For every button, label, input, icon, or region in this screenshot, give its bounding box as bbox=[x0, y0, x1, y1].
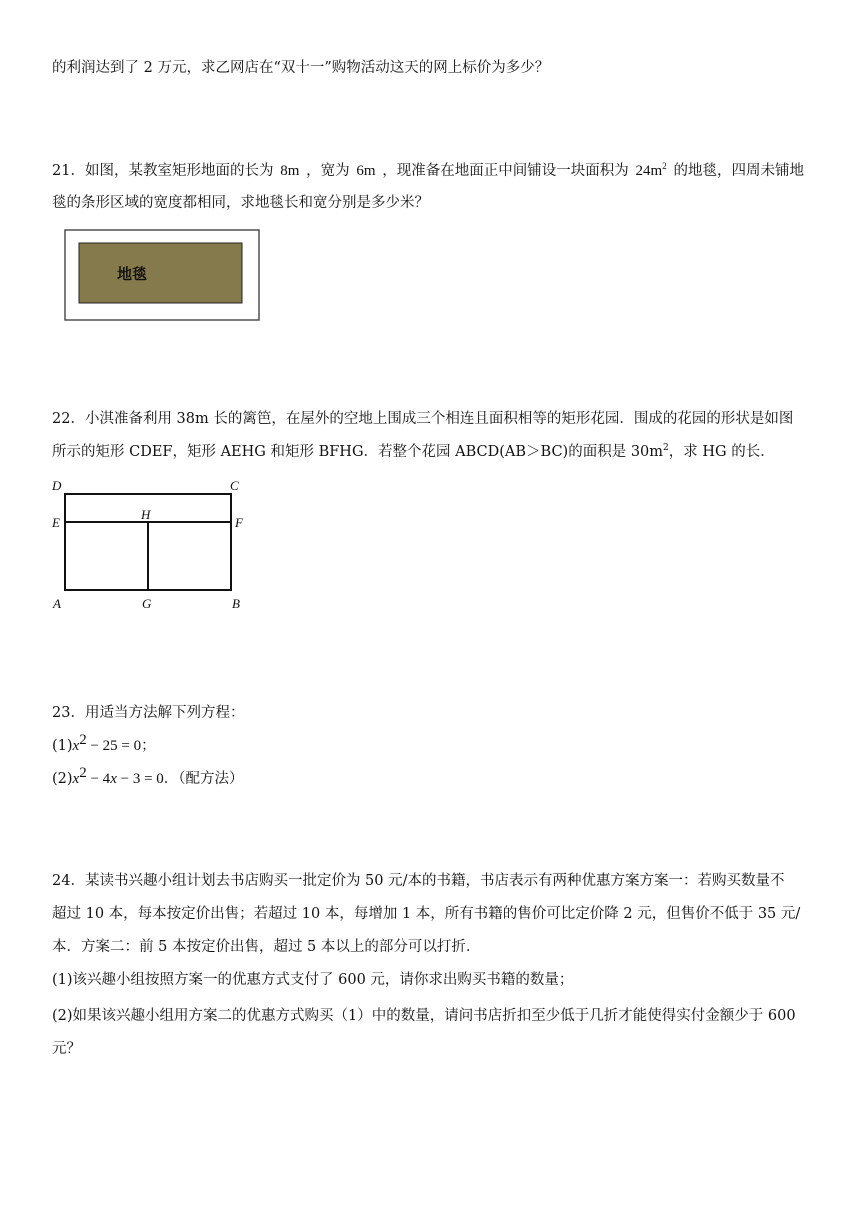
q24-text-line-3: 本．方案二：前 5 本按定价出售，超过 5 本以上的部分可以打折． bbox=[52, 939, 481, 955]
q22-text-2b: ，求 HG 的长． bbox=[668, 444, 775, 460]
q23-p2-exponent: 2 bbox=[79, 765, 87, 781]
q23-p2-num: (2) bbox=[52, 771, 73, 787]
q23-p2-var2: x bbox=[110, 771, 117, 787]
label-E: E bbox=[52, 515, 60, 530]
label-C: C bbox=[230, 478, 239, 493]
rug-rect bbox=[79, 243, 242, 303]
q23-p2-var: x bbox=[72, 771, 80, 787]
q23-p1-exponent: 2 bbox=[79, 732, 87, 748]
label-B: B bbox=[232, 596, 240, 611]
q20-text-tail: 的利润达到了 2 万元，求乙网店在“双十一”购物活动这天的网上标价为多少？ bbox=[52, 60, 550, 76]
q23-equation-2 bbox=[52, 765, 244, 789]
label-G: G bbox=[142, 596, 152, 611]
q23-p1-end: ； bbox=[141, 738, 156, 754]
q23-p2-end: ．（配方法） bbox=[163, 771, 244, 787]
q21-text-line-2: 毯的条形区域的宽度都相同，求地毯长和宽分别是多少米？ bbox=[52, 195, 429, 211]
q22-text-line-1 bbox=[52, 409, 804, 429]
q22-text-1: 22．小淇准备利用 38m 长的篱笆，在屋外的空地上围成三个相连且面积相等的矩形花园．围成的花园的形状是如图 bbox=[52, 411, 794, 427]
q21-width: 6m bbox=[356, 163, 376, 179]
q23-title: 23．用适当方法解下列方程： bbox=[52, 705, 245, 721]
q24-part-1: (1)该兴趣小组按照方案一的优惠方式支付了 600 元，请你求出购买书籍的数量； bbox=[52, 972, 574, 988]
q24-text-line-2: 超过 10 本，每本按定价出售；若超过 10 本，每增加 1 本，所有书籍的售价可比定价降 2 元，但售价不低于 35 元/ bbox=[52, 906, 801, 922]
q22-garden-figure bbox=[48, 477, 248, 617]
q22-text-line-2 bbox=[52, 442, 775, 462]
q22-area-exponent: 2 bbox=[663, 443, 669, 453]
rug-label: 地毯 bbox=[117, 265, 148, 283]
q21-area-exponent: 2 bbox=[662, 161, 667, 171]
q23-p1-num: (1) bbox=[52, 738, 73, 754]
q21-text-c: ，现准备在地面正中间铺设一块面积为 bbox=[382, 163, 629, 179]
q22-text-2a: 所示的矩形 CDEF，矩形 AEHG 和矩形 BFHG．若整个花园 ABCD(AB＞BC)的面积是 30m bbox=[52, 444, 664, 460]
q23-p1-var: x bbox=[72, 738, 80, 754]
q23-p2-mid: − 4 bbox=[86, 771, 111, 787]
q24-part-2-end: 元？ bbox=[52, 1041, 81, 1057]
q23-p2-rest: − 3 = 0 bbox=[116, 771, 164, 787]
q24-part-2: (2)如果该兴趣小组用方案二的优惠方式购买（1）中的数量，请问书店折扣至少低于几折才能使得实付金额少于 600 bbox=[52, 1008, 796, 1024]
label-F: F bbox=[235, 515, 243, 530]
q24-text-line-1: 24．某读书兴趣小组计划去书店购买一批定价为 50 元/本的书籍，书店表示有两种优惠方案方案一：若购买数量不 bbox=[52, 873, 785, 889]
q23-p1-rest: − 25 = 0 bbox=[86, 738, 142, 754]
q21-text-a: 21．如图，某教室矩形地面的长为 bbox=[52, 163, 274, 179]
label-D: D bbox=[52, 478, 62, 493]
q21-rug-figure bbox=[64, 229, 262, 323]
q23-equation-1 bbox=[52, 732, 156, 756]
q21-length: 8m bbox=[280, 163, 300, 179]
q21-text-b: ，宽为 bbox=[306, 163, 350, 179]
q21-text-d: 的地毯，四周未铺地 bbox=[673, 163, 804, 179]
q21-area: $24m^2$ bbox=[635, 161, 667, 179]
q21-text-line-1 bbox=[52, 161, 804, 181]
label-H: H bbox=[141, 507, 151, 522]
label-A: A bbox=[53, 596, 61, 611]
